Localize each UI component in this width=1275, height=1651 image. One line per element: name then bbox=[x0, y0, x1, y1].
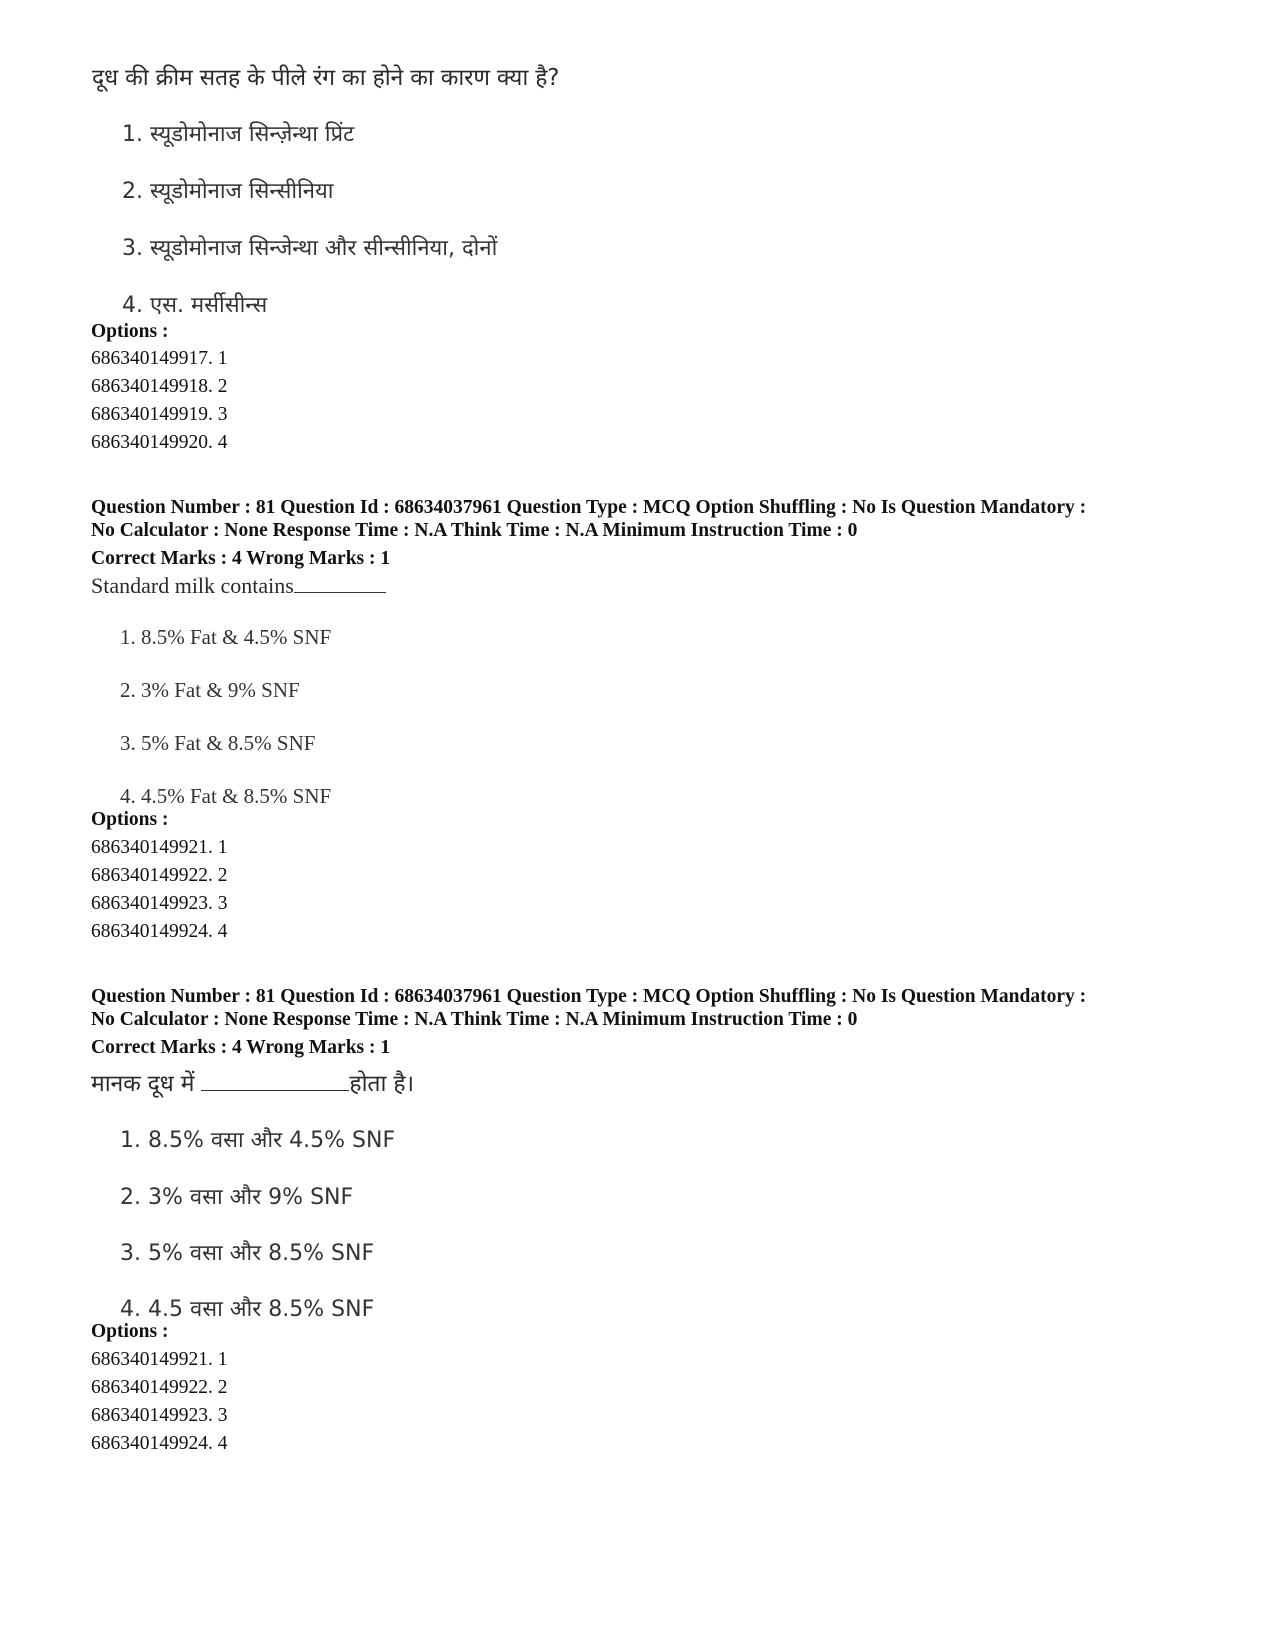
question-text bbox=[91, 573, 386, 599]
option-id: 686340149921. 1 bbox=[91, 837, 228, 858]
options-label: Options : bbox=[91, 1321, 169, 1342]
option-id: 686340149924. 4 bbox=[91, 921, 228, 942]
answer-choice: 3. 5% वसा और 8.5% SNF bbox=[120, 1241, 375, 1266]
question-meta-line: Question Number : 81 Question Id : 68634037961 Question Type : MCQ Option Shuffling : No Is Question Mandatory : bbox=[91, 497, 1087, 518]
options-label: Options : bbox=[91, 321, 169, 342]
answer-choice: 3. स्यूडोमोनाज सिन्जेन्था और सीन्सीनिया, दोनों bbox=[122, 236, 498, 261]
question-text-part: होता है। bbox=[349, 1071, 414, 1097]
question-meta-line: Question Number : 81 Question Id : 68634037961 Question Type : MCQ Option Shuffling : No Is Question Mandatory : bbox=[91, 986, 1087, 1007]
option-id: 686340149922. 2 bbox=[91, 1377, 228, 1398]
question-meta-line: No Calculator : None Response Time : N.A Think Time : N.A Minimum Instruction Time : 0 bbox=[91, 520, 858, 541]
answer-choice: 2. 3% Fat & 9% SNF bbox=[120, 678, 300, 702]
option-id: 686340149923. 3 bbox=[91, 1405, 228, 1426]
question-meta-line: No Calculator : None Response Time : N.A Think Time : N.A Minimum Instruction Time : 0 bbox=[91, 1009, 858, 1030]
options-label: Options : bbox=[91, 809, 169, 830]
answer-choice: 1. 8.5% Fat & 4.5% SNF bbox=[120, 625, 332, 649]
option-id: 686340149921. 1 bbox=[91, 1349, 228, 1370]
answer-choice: 4. 4.5 वसा और 8.5% SNF bbox=[120, 1297, 375, 1322]
fill-in-blank bbox=[201, 1090, 349, 1091]
answer-choice: 2. 3% वसा और 9% SNF bbox=[120, 1185, 354, 1210]
question-text bbox=[91, 1066, 414, 1098]
marks-line: Correct Marks : 4 Wrong Marks : 1 bbox=[91, 1037, 391, 1058]
question-text-part: मानक दूध में bbox=[91, 1071, 195, 1097]
question-text-part: Standard milk contains bbox=[91, 573, 294, 598]
answer-choice: 1. स्यूडोमोनाज सिन्ज़ेन्था प्रिंट bbox=[122, 122, 355, 147]
fill-in-blank bbox=[294, 592, 386, 593]
option-id: 686340149922. 2 bbox=[91, 865, 228, 886]
marks-line: Correct Marks : 4 Wrong Marks : 1 bbox=[91, 548, 391, 569]
option-id: 686340149923. 3 bbox=[91, 893, 228, 914]
option-id: 686340149924. 4 bbox=[91, 1433, 228, 1454]
answer-choice: 3. 5% Fat & 8.5% SNF bbox=[120, 731, 316, 755]
answer-choice: 4. 4.5% Fat & 8.5% SNF bbox=[120, 784, 332, 808]
option-id: 686340149919. 3 bbox=[91, 404, 228, 425]
question-text: दूध की क्रीम सतह के पीले रंग का होने का कारण क्या है? bbox=[92, 65, 560, 91]
option-id: 686340149918. 2 bbox=[91, 376, 228, 397]
answer-choice: 2. स्यूडोमोनाज सिन्सीनिया bbox=[122, 179, 334, 204]
option-id: 686340149917. 1 bbox=[91, 348, 228, 369]
option-id: 686340149920. 4 bbox=[91, 432, 228, 453]
answer-choice: 1. 8.5% वसा और 4.5% SNF bbox=[120, 1128, 396, 1153]
answer-choice: 4. एस. मर्सीसीन्स bbox=[122, 293, 268, 318]
